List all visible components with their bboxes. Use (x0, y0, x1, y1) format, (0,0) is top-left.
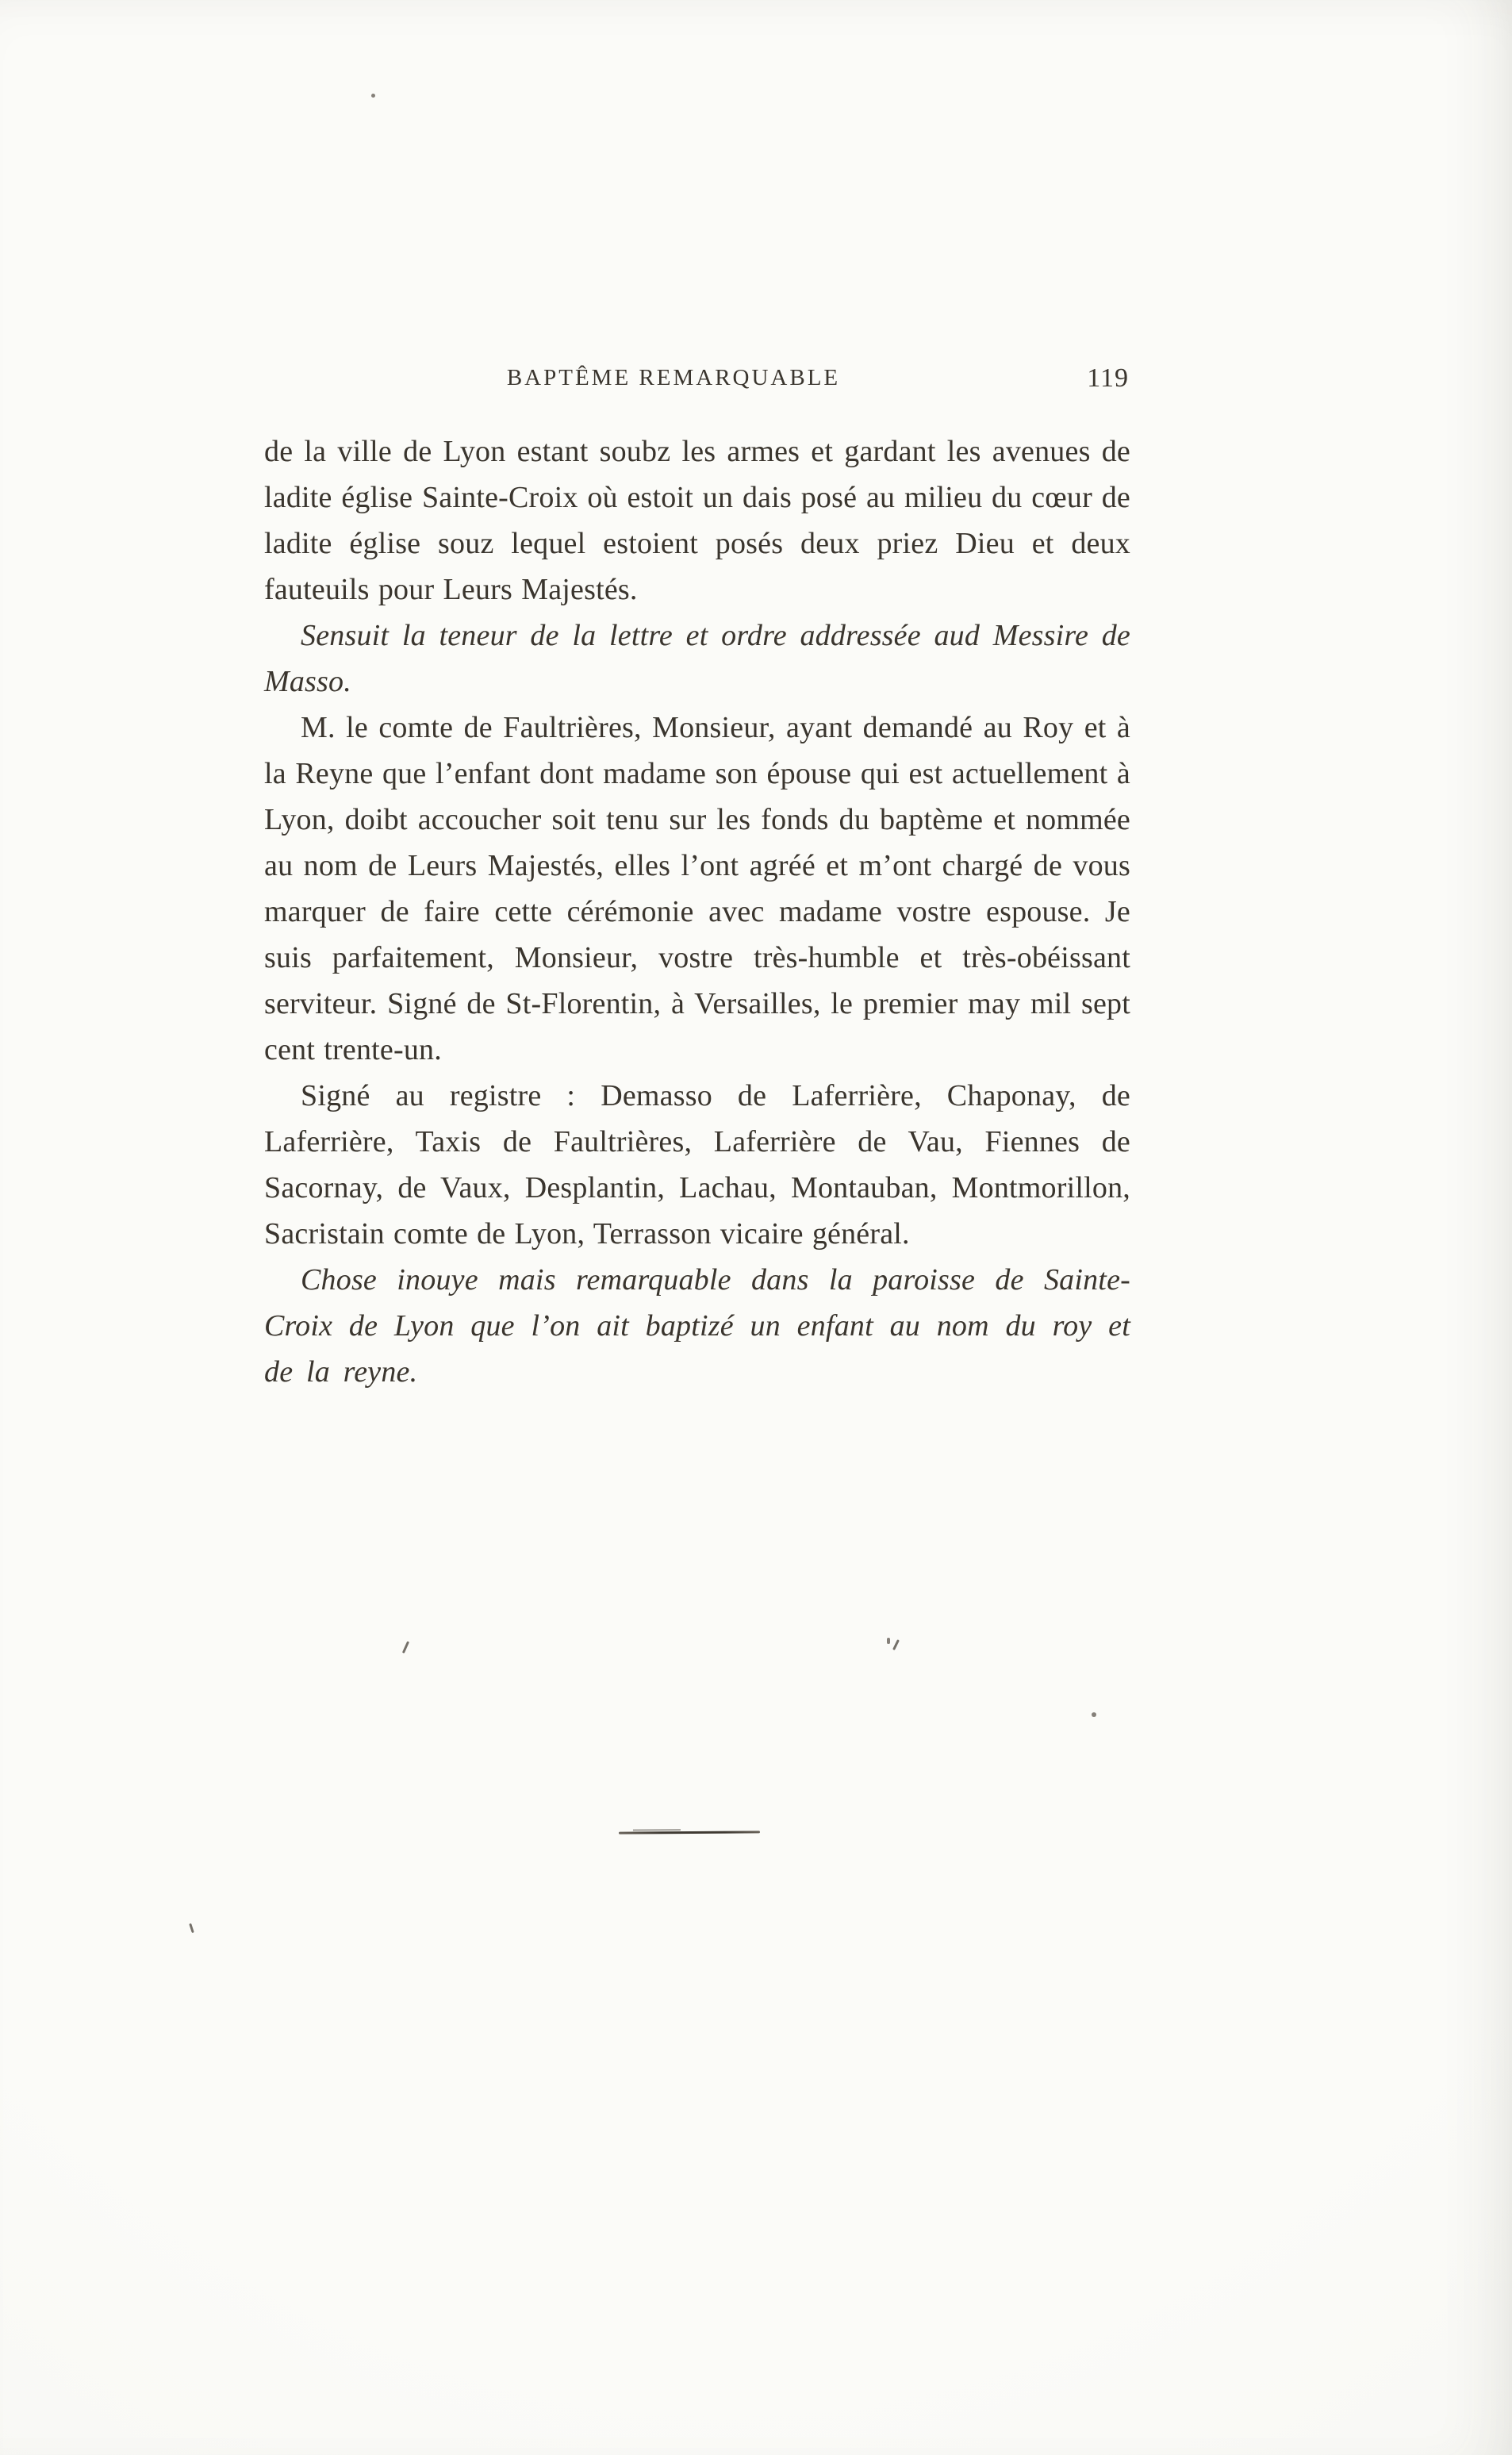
running-title: BAPTÊME REMARQUABLE (506, 365, 841, 390)
scan-artifact (892, 1639, 900, 1650)
scan-artifact (402, 1641, 409, 1654)
running-head (264, 365, 1130, 400)
scan-artifact (371, 94, 375, 98)
page-number: 119 (1087, 363, 1129, 393)
section-divider (619, 1831, 760, 1834)
paragraph-continuation: de la ville de Lyon estant soubz les armes et gardant les avenues de ladite église Sainte-Croix où estoit un dais posé au milieu du cœur de ladite église souz lequel estoient posés deux priez Dieu et deux fauteuils pour Leurs Majestés. (264, 435, 1130, 606)
paragraph-register-signatures: Signé au registre : Demasso de Laferrière, Chaponay, de Laferrière, Taxis de Faultrières, Laferrière de Vau, Fiennes de Sacornay, de Vaux, Desplantin, Lachau, Montauban, Montmorillon, Sacristain comte de Lyon, Terrasson vicaire général. (264, 1079, 1130, 1251)
paragraph-letter: M. le comte de Faultrières, Monsieur, ayant demandé au Roy et à la Reyne que l’enfant dont madame son épouse qui est actuellement à Lyon, doibt accoucher soit tenu sur les fonds du baptème et nommée au nom de Leurs Majestés, elles l’ont agréé et m’ont chargé de vous marquer de faire cette cérémonie avec madame vostre espouse. Je suis parfaitement, Monsieur, vostre très-humble et très-obéissant serviteur. Signé de St-Florentin, à Versailles, le premier may mil sept cent trente-un. (264, 711, 1130, 1066)
paragraph-sensuit: Sensuit la teneur de la lettre et ordre addressée aud Messire de Masso. (264, 619, 1130, 698)
text-block (264, 428, 1130, 1395)
scan-artifact (1092, 1712, 1096, 1717)
scan-artifact (887, 1638, 890, 1644)
paragraph-remark: Chose inouye mais remarquable dans la paroisse de Sainte-Croix de Lyon que l’on ait baptizé un enfant au nom du roy et de la reyne. (264, 1263, 1130, 1389)
scan-artifact (189, 1923, 194, 1933)
